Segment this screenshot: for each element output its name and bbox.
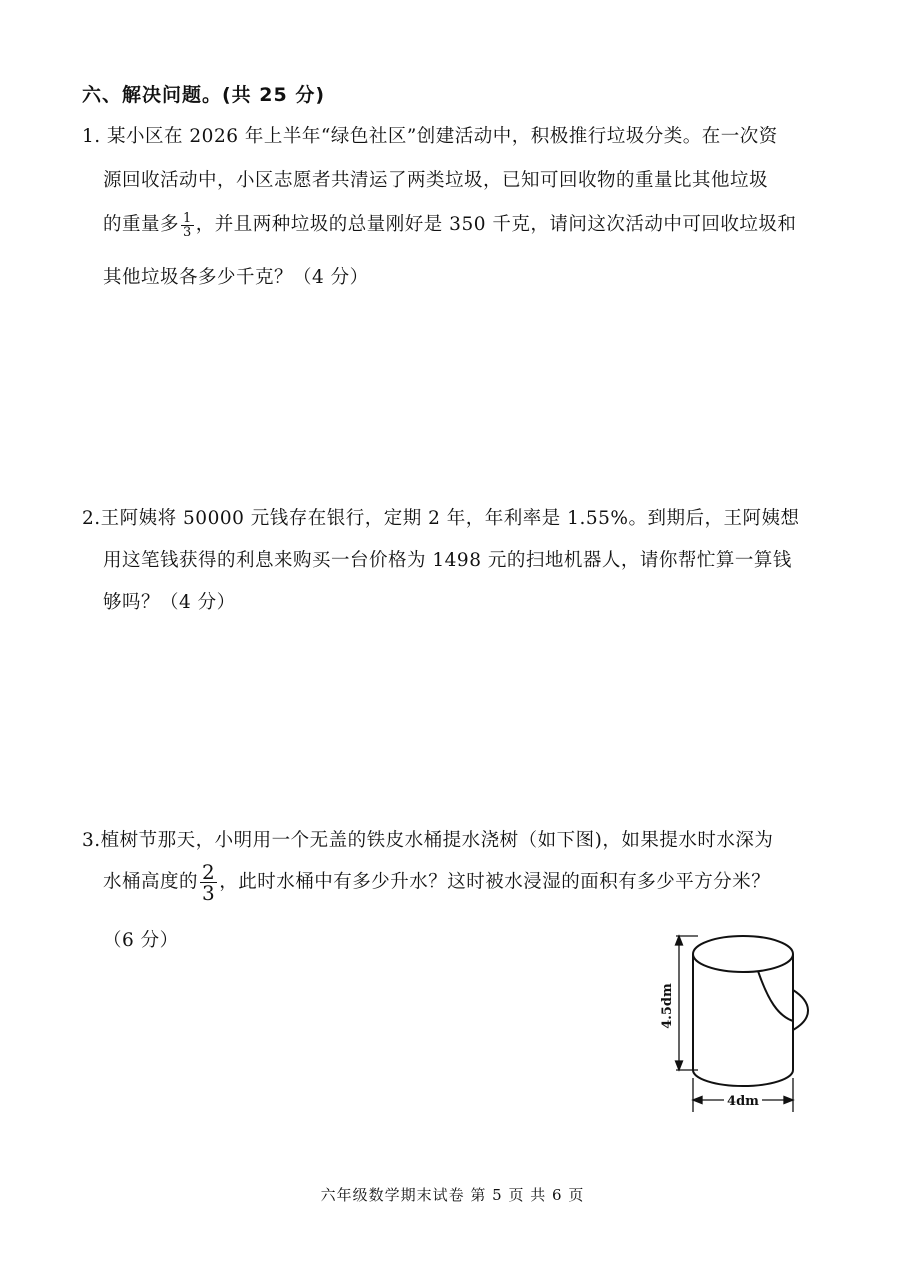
q2-line-1: 2.王阿姨将 50000 元钱存在银行，定期 2 年，年利率是 1.55%。到期后，王阿姨想 xyxy=(82,508,800,529)
bucket-handle-inner xyxy=(758,971,793,1021)
diameter-arrow-left xyxy=(693,1097,702,1104)
q1-fraction xyxy=(181,212,194,239)
bucket-diagram xyxy=(650,920,820,1116)
q1-line-3-post: ，并且两种垃圾的总量刚好是 350 千克，请问这次活动中可回收垃圾和 xyxy=(195,214,797,235)
height-label: 4.5dm xyxy=(660,983,675,1029)
q2-line-3: 够吗？（4 分） xyxy=(103,592,236,613)
q1-line-3 xyxy=(103,210,796,239)
bucket-handle-outer xyxy=(793,990,808,1030)
height-arrow-up xyxy=(676,936,683,945)
q3-line-2-pre: 水桶高度的 xyxy=(103,871,199,893)
q2-line-2: 用这笔钱获得的利息来购买一台价格为 1498 元的扫地机器人，请你帮忙算一算钱 xyxy=(103,550,792,571)
page-footer: 六年级数学期末试卷 第 5 页 共 6 页 xyxy=(320,1186,585,1204)
q1-line-1: 1. 某小区在 2026 年上半年“绿色社区”创建活动中，积极推行垃圾分类。在一次资 xyxy=(82,126,778,147)
q3-fraction-numerator: 2 xyxy=(202,860,216,884)
q1-line-4: 其他垃圾各多少千克？（4 分） xyxy=(103,267,369,288)
q1-line-2: 源回收活动中，小区志愿者共清运了两类垃圾，已知可回收物的重量比其他垃圾 xyxy=(103,170,769,191)
bucket-rim xyxy=(693,936,793,972)
q3-line-3: （6 分） xyxy=(103,930,179,951)
q3-line-2-post: ，此时水桶中有多少升水？这时被水浸湿的面积有多少平方分米？ xyxy=(219,871,771,893)
q1-fraction-numerator: 1 xyxy=(183,210,192,226)
q1-fraction-denominator: 3 xyxy=(183,224,192,240)
diameter-arrow-right xyxy=(784,1097,793,1104)
height-arrow-down xyxy=(676,1061,683,1070)
bucket-bottom xyxy=(693,1070,793,1086)
q1-line-3-pre: 的重量多 xyxy=(103,214,180,235)
q3-line-2 xyxy=(103,862,770,903)
q3-fraction-denominator: 3 xyxy=(202,881,216,905)
q3-fraction xyxy=(200,862,217,903)
section-title: 六、解决问题。(共 25 分) xyxy=(82,84,326,106)
q3-line-1: 3.植树节那天，小明用一个无盖的铁皮水桶提水浇树（如下图)，如果提水时水深为 xyxy=(82,830,774,851)
diameter-label: 4dm xyxy=(727,1094,759,1109)
